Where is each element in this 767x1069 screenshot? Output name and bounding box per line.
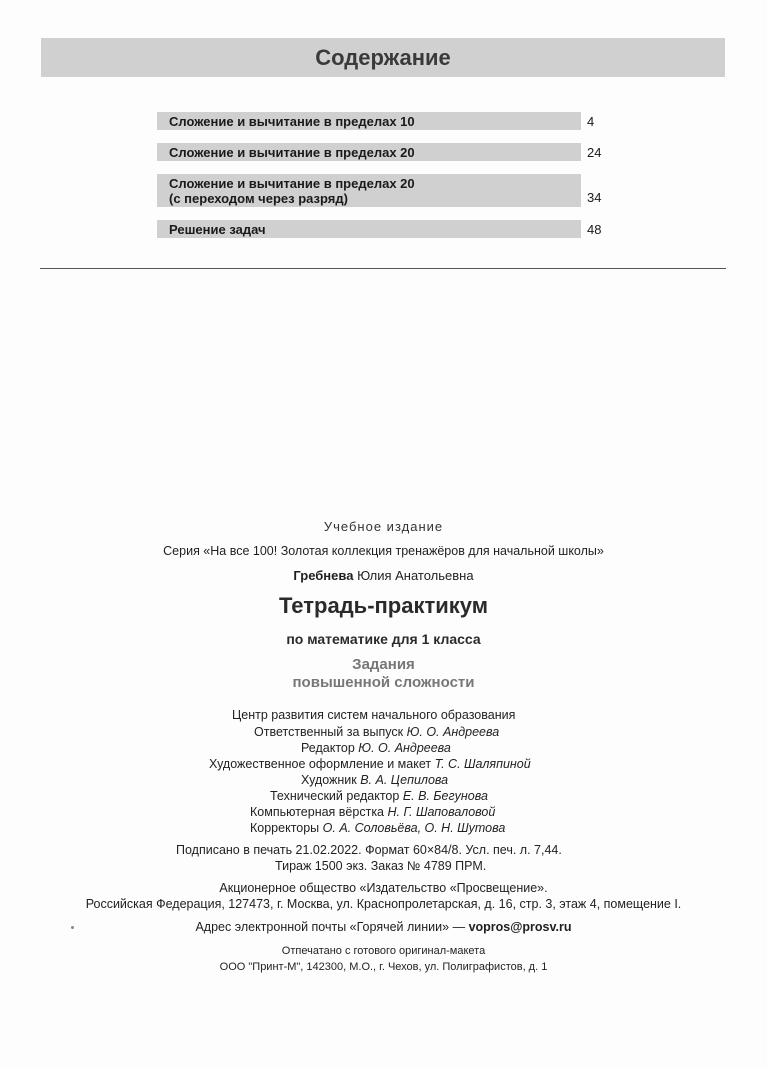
toc-item-label: Сложение и вычитание в пределах 10 bbox=[157, 112, 581, 130]
credit-role: Ответственный за выпуск bbox=[254, 725, 404, 739]
credit-line bbox=[270, 789, 488, 803]
section-divider bbox=[40, 268, 726, 269]
print-speck bbox=[71, 926, 74, 929]
credit-role: Компьютерная вёрстка bbox=[250, 805, 385, 819]
credit-name: Ю. О. Андреева bbox=[406, 725, 500, 739]
email-label: Адрес электронной почты «Горячей линии» — bbox=[195, 920, 466, 934]
book-title: Тетрадь-практикум bbox=[278, 593, 489, 618]
center-name: Центр развития систем начального образования bbox=[232, 708, 516, 722]
series: Серия «На все 100! Золотая коллекция тренажёров для начальной школы» bbox=[163, 544, 604, 558]
credit-role: Художник bbox=[301, 773, 357, 787]
edition-type: Учебное издание bbox=[323, 519, 444, 534]
toc-item-page: 4 bbox=[587, 114, 595, 129]
credit-name: Т. С. Шаляпиной bbox=[434, 757, 531, 771]
book-subtitle-2 bbox=[0, 656, 767, 692]
credit-line bbox=[209, 757, 531, 771]
credit-name: В. А. Цепилова bbox=[360, 773, 449, 787]
print-run: Тираж 1500 экз. Заказ № 4789 ПРМ. bbox=[275, 859, 487, 873]
publisher-address: Российская Федерация, 127473, г. Москва, ул. Краснопролетарская, д. 16, стр. 3, этаж 4, помещение I. bbox=[85, 897, 682, 911]
toc-item-label: Сложение и вычитание в пределах 20 bbox=[157, 143, 581, 161]
printer: ООО "Принт-М", 142300, М.О., г. Чехов, ул. Полиграфистов, д. 1 bbox=[219, 961, 548, 973]
publisher-name: Акционерное общество «Издательство «Просвещение». bbox=[219, 881, 548, 895]
book-subtitle-2-line2: повышенной сложности bbox=[292, 674, 475, 691]
book-subtitle: по математике для 1 класса bbox=[286, 631, 481, 647]
credit-line bbox=[301, 741, 451, 755]
toc-item-label: Решение задач bbox=[157, 220, 581, 238]
credit-name: Е. В. Бегунова bbox=[402, 789, 488, 803]
credit-role: Технический редактор bbox=[270, 789, 400, 803]
credit-role: Редактор bbox=[301, 741, 355, 755]
print-info: Подписано в печать 21.02.2022. Формат 60×84/8. Усл. печ. л. 7,44. bbox=[176, 843, 562, 857]
credit-name: Н. Г. Шаповаловой bbox=[387, 805, 496, 819]
toc-title: Содержание bbox=[41, 38, 725, 77]
credit-name: О. А. Соловьёва, О. Н. Шутова bbox=[322, 821, 506, 835]
author-surname: Гребнева bbox=[293, 568, 354, 583]
hotline bbox=[0, 920, 767, 934]
credit-line bbox=[301, 773, 448, 787]
author-name: Юлия Анатольевна bbox=[357, 568, 474, 583]
toc-item-page: 34 bbox=[587, 190, 602, 205]
author bbox=[0, 568, 767, 583]
credit-role: Художественное оформление и макет bbox=[209, 757, 432, 771]
email-link[interactable]: vopros@prosv.ru bbox=[468, 920, 572, 934]
toc-item-label-line2: (с переходом через разряд) bbox=[169, 191, 348, 206]
book-subtitle-2-line1: Задания bbox=[352, 656, 415, 673]
toc-item-label bbox=[157, 174, 581, 207]
credit-line bbox=[250, 805, 495, 819]
credit-role: Корректоры bbox=[250, 821, 320, 835]
printed-from: Отпечатано с готового оригинал-макета bbox=[281, 945, 486, 957]
toc-item-page: 48 bbox=[587, 222, 602, 237]
credit-line bbox=[254, 725, 499, 739]
credit-name: Ю. О. Андреева bbox=[358, 741, 451, 755]
toc-item-label-line1: Сложение и вычитание в пределах 20 bbox=[169, 176, 415, 191]
credit-line bbox=[250, 821, 505, 835]
toc-item-page: 24 bbox=[587, 145, 602, 160]
